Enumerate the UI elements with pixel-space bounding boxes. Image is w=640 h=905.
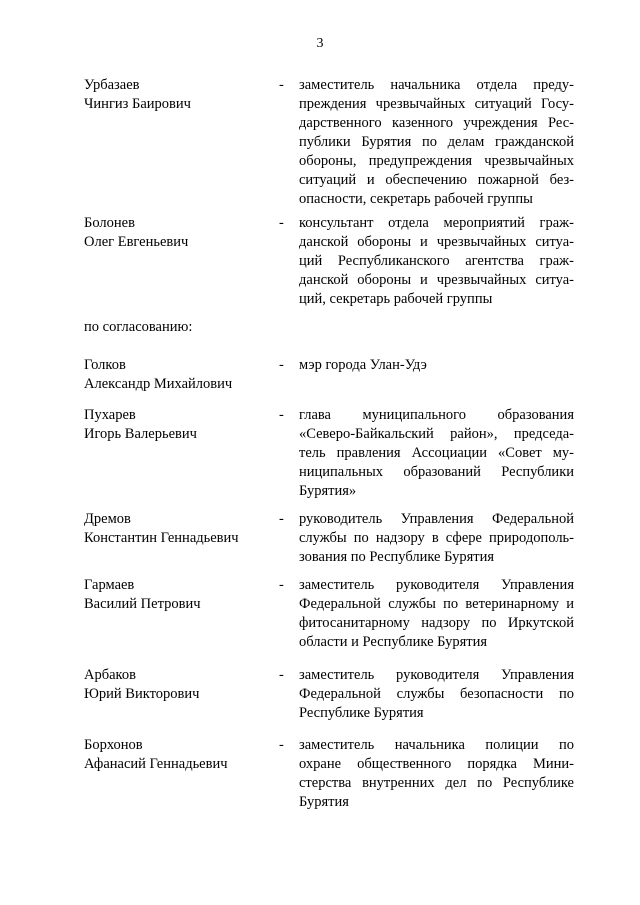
member-given-name: Константин Геннадьевич — [84, 530, 239, 546]
position-line: тель правления Ассоциации «Совет му- — [299, 445, 574, 461]
member-position — [299, 76, 574, 209]
dash-separator: - — [279, 737, 284, 753]
position-line: заместитель начальника отдела преду- — [299, 77, 574, 93]
member-name — [84, 214, 274, 252]
position-line: ций, секретарь рабочей группы — [299, 291, 493, 307]
member-name — [84, 510, 274, 548]
position-line: консультант отдела мероприятий граж- — [299, 215, 574, 231]
dash-separator: - — [279, 215, 284, 231]
member-surname: Голков — [84, 357, 126, 373]
position-line: ций Республиканского агентства граж- — [299, 253, 574, 269]
member-name — [84, 576, 274, 614]
member-position — [299, 356, 574, 375]
member-given-name: Афанасий Геннадьевич — [84, 756, 228, 772]
position-line: Республике Бурятия — [299, 705, 424, 721]
section-label: по согласованию: — [84, 319, 193, 335]
position-line: публики Бурятия по делам гражданской — [299, 134, 574, 150]
member-name — [84, 666, 274, 704]
position-line: дарственного казенного учреждения Рес- — [299, 115, 574, 131]
position-line: зования по Республике Бурятия — [299, 549, 495, 565]
member-position — [299, 214, 574, 309]
member-name — [84, 406, 274, 444]
position-line: заместитель руководителя Управления — [299, 577, 574, 593]
position-line: глава муниципального образования — [299, 407, 574, 423]
member-surname: Борхонов — [84, 737, 143, 753]
member-surname: Урбазаев — [84, 77, 140, 93]
page-number: 3 — [316, 36, 324, 51]
position-line: ситуаций и обеспечению пожарной без- — [299, 172, 574, 188]
member-surname: Гармаев — [84, 577, 135, 593]
position-line: службы по надзору в сфере природополь- — [299, 530, 574, 546]
dash-separator: - — [279, 407, 284, 423]
position-line: заместитель начальника полиции по — [299, 737, 574, 753]
position-line: Федеральной службы по ветеринарному и — [299, 596, 574, 612]
member-position — [299, 510, 574, 567]
position-line: Федеральной службы безопасности по — [299, 686, 574, 702]
position-line: стерства внутренних дел по Республике — [299, 775, 574, 791]
member-surname: Пухарев — [84, 407, 136, 423]
position-line: данской обороны и чрезвычайных ситуа- — [299, 272, 574, 288]
member-surname: Болонев — [84, 215, 135, 231]
position-line: заместитель руководителя Управления — [299, 667, 574, 683]
member-position — [299, 736, 574, 812]
member-given-name: Юрий Викторович — [84, 686, 200, 702]
dash-separator: - — [279, 357, 284, 373]
member-surname: Арбаков — [84, 667, 136, 683]
dash-separator: - — [279, 667, 284, 683]
member-given-name: Александр Михайлович — [84, 376, 233, 392]
position-line: области и Республике Бурятия — [299, 634, 488, 650]
member-given-name: Игорь Валерьевич — [84, 426, 197, 442]
member-name — [84, 356, 274, 394]
member-surname: Дремов — [84, 511, 131, 527]
member-position — [299, 666, 574, 723]
member-name — [84, 736, 274, 774]
position-line: охране общественного порядка Мини- — [299, 756, 574, 772]
dash-separator: - — [279, 511, 284, 527]
member-name — [84, 76, 274, 114]
position-line: данской обороны и чрезвычайных ситуа- — [299, 234, 574, 250]
position-line: Бурятия» — [299, 483, 357, 499]
member-position — [299, 576, 574, 652]
position-line: руководитель Управления Федеральной — [299, 511, 574, 527]
position-line: мэр города Улан-Удэ — [299, 357, 427, 373]
dash-separator: - — [279, 77, 284, 93]
member-given-name: Олег Евгеньевич — [84, 234, 189, 250]
position-line: обороны, предупреждения чрезвычайных — [299, 153, 574, 169]
position-line: Бурятия — [299, 794, 349, 810]
member-given-name: Василий Петрович — [84, 596, 201, 612]
position-line: ниципальных образований Республики — [299, 464, 574, 480]
member-position — [299, 406, 574, 501]
dash-separator: - — [279, 577, 284, 593]
position-line: опасности, секретарь рабочей группы — [299, 191, 533, 207]
position-line: преждения чрезвычайных ситуаций Госу- — [299, 96, 574, 112]
position-line: фитосанитарному надзору по Иркутской — [299, 615, 574, 631]
member-given-name: Чингиз Баирович — [84, 96, 191, 112]
position-line: «Северо-Байкальский район», председа- — [299, 426, 574, 442]
